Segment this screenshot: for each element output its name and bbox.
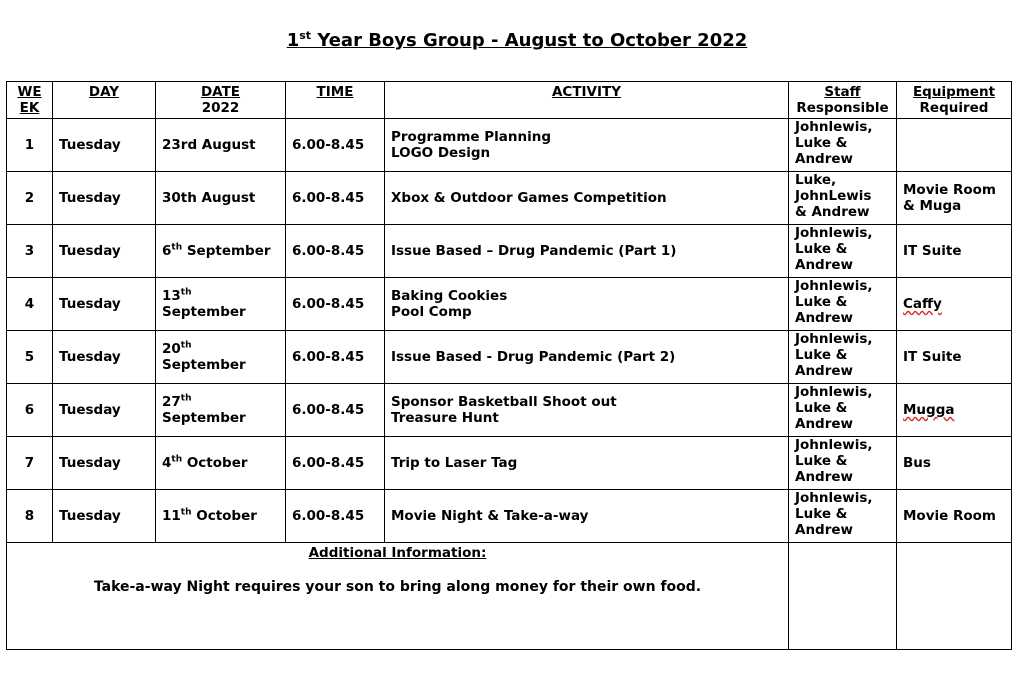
week-cell: 8 xyxy=(7,490,53,543)
additional-staff-empty xyxy=(789,543,897,650)
title-text: Year Boys Group - August to October 2022 xyxy=(311,30,748,51)
date-cell: 20th September xyxy=(156,331,286,384)
equipment-cell: IT Suite xyxy=(897,331,1012,384)
schedule-row xyxy=(7,278,1012,331)
equipment-cell: IT Suite xyxy=(897,225,1012,278)
day-cell: Tuesday xyxy=(53,437,156,490)
schedule-row xyxy=(7,331,1012,384)
staff-cell: Johnlewis, Luke & Andrew xyxy=(789,490,897,543)
schedule-row xyxy=(7,437,1012,490)
equipment-cell: Caffy xyxy=(897,278,1012,331)
day-cell: Tuesday xyxy=(53,172,156,225)
week-cell: 1 xyxy=(7,119,53,172)
equipment-cell: Bus xyxy=(897,437,1012,490)
header-day: DAY xyxy=(53,82,156,119)
date-cell: 23rd August xyxy=(156,119,286,172)
header-time: TIME xyxy=(286,82,385,119)
activity-cell: Sponsor Basketball Shoot out Treasure Hunt xyxy=(385,384,789,437)
date-cell: 13th September xyxy=(156,278,286,331)
date-cell: 6th September xyxy=(156,225,286,278)
staff-cell: Johnlewis, Luke & Andrew xyxy=(789,437,897,490)
schedule-row xyxy=(7,225,1012,278)
day-cell: Tuesday xyxy=(53,278,156,331)
week-cell: 3 xyxy=(7,225,53,278)
activity-cell: Programme Planning LOGO Design xyxy=(385,119,789,172)
header-equipment: Equipment Required xyxy=(897,82,1012,119)
activity-cell: Issue Based - Drug Pandemic (Part 2) xyxy=(385,331,789,384)
document-title xyxy=(0,30,1024,51)
additional-info-cell: Additional Information: Take-a-way Night requires your son to bring along money for their own food. xyxy=(7,543,789,650)
activity-cell: Issue Based – Drug Pandemic (Part 1) xyxy=(385,225,789,278)
header-date: DATE 2022 xyxy=(156,82,286,119)
staff-cell: Johnlewis, Luke & Andrew xyxy=(789,331,897,384)
activity-cell: Baking Cookies Pool Comp xyxy=(385,278,789,331)
date-cell: 11th October xyxy=(156,490,286,543)
date-cell: 30th August xyxy=(156,172,286,225)
staff-cell: Luke, JohnLewis & Andrew xyxy=(789,172,897,225)
time-cell: 6.00-8.45 xyxy=(286,119,385,172)
staff-cell: Johnlewis, Luke & Andrew xyxy=(789,225,897,278)
week-cell: 2 xyxy=(7,172,53,225)
week-cell: 7 xyxy=(7,437,53,490)
day-cell: Tuesday xyxy=(53,384,156,437)
day-cell: Tuesday xyxy=(53,225,156,278)
day-cell: Tuesday xyxy=(53,331,156,384)
day-cell: Tuesday xyxy=(53,119,156,172)
time-cell: 6.00-8.45 xyxy=(286,384,385,437)
header-activity: ACTIVITY xyxy=(385,82,789,119)
title-ordinal-suffix: st xyxy=(299,29,312,42)
equipment-cell: Mugga xyxy=(897,384,1012,437)
additional-info-body: Take-a-way Night requires your son to bring along money for their own food. xyxy=(93,579,702,595)
additional-equipment-empty xyxy=(897,543,1012,650)
title-ordinal-number: 1 xyxy=(286,30,300,51)
time-cell: 6.00-8.45 xyxy=(286,437,385,490)
staff-cell: Johnlewis, Luke & Andrew xyxy=(789,278,897,331)
additional-info-heading: Additional Information xyxy=(308,545,481,561)
staff-cell: Johnlewis, Luke & Andrew xyxy=(789,384,897,437)
header-week: WE EK xyxy=(7,82,53,119)
schedule-row xyxy=(7,119,1012,172)
time-cell: 6.00-8.45 xyxy=(286,490,385,543)
header-row xyxy=(7,82,1012,119)
schedule-table xyxy=(6,81,1012,650)
staff-cell: Johnlewis, Luke & Andrew xyxy=(789,119,897,172)
time-cell: 6.00-8.45 xyxy=(286,225,385,278)
additional-info-row xyxy=(7,543,1012,650)
week-cell: 5 xyxy=(7,331,53,384)
time-cell: 6.00-8.45 xyxy=(286,278,385,331)
header-staff: Staff Responsible xyxy=(789,82,897,119)
time-cell: 6.00-8.45 xyxy=(286,172,385,225)
schedule-row xyxy=(7,172,1012,225)
activity-cell: Xbox & Outdoor Games Competition xyxy=(385,172,789,225)
activity-cell: Trip to Laser Tag xyxy=(385,437,789,490)
date-cell: 4th October xyxy=(156,437,286,490)
activity-cell: Movie Night & Take-a-way xyxy=(385,490,789,543)
equipment-cell: Movie Room & Muga xyxy=(897,172,1012,225)
schedule-row xyxy=(7,490,1012,543)
time-cell: 6.00-8.45 xyxy=(286,331,385,384)
week-cell: 4 xyxy=(7,278,53,331)
schedule-row xyxy=(7,384,1012,437)
equipment-cell: Movie Room xyxy=(897,490,1012,543)
date-cell: 27th September xyxy=(156,384,286,437)
day-cell: Tuesday xyxy=(53,490,156,543)
week-cell: 6 xyxy=(7,384,53,437)
equipment-cell xyxy=(897,119,1012,172)
